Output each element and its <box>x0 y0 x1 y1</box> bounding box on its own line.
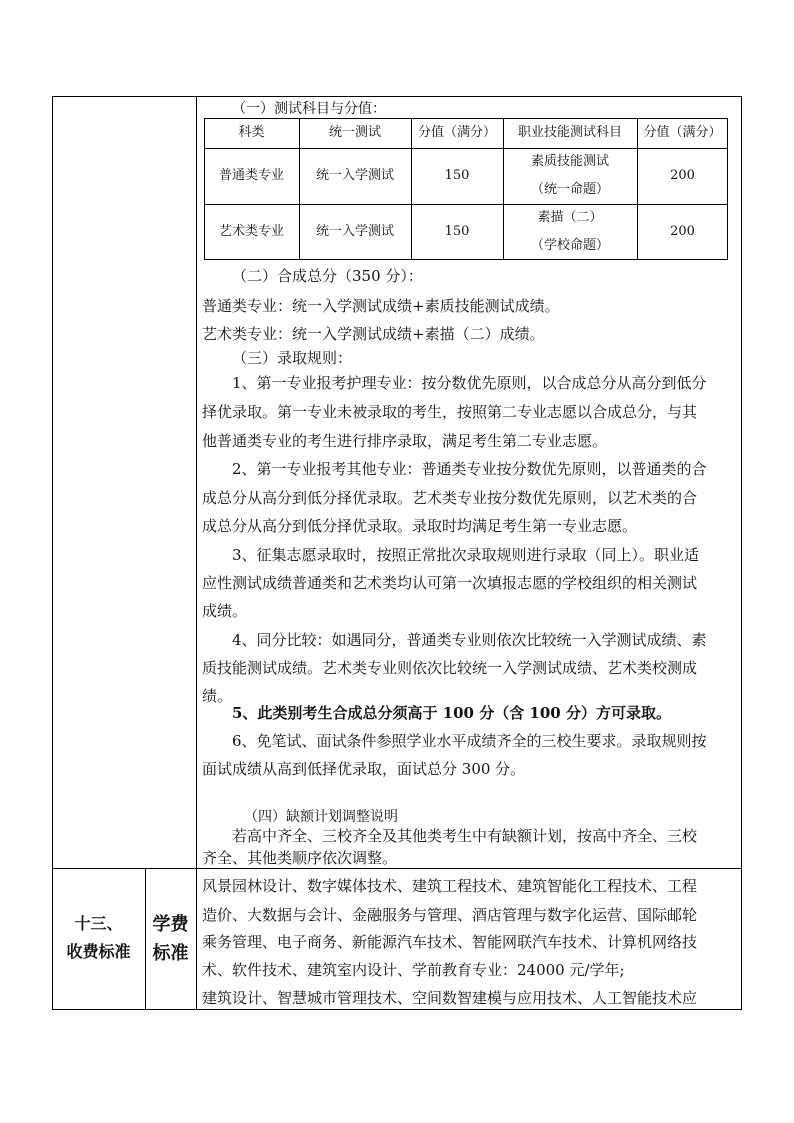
rule-1-line: 择优录取。第一专业未被录取的考生，按照第二专业志愿以合成总分，与其 <box>202 403 698 421</box>
quota-adjust-line: 若高中齐全、三校齐全及其他类考生中有缺额计划，按高中齐全、三校 <box>232 827 698 845</box>
tuition-sub-label-line2: 标准 <box>152 943 189 964</box>
rule-4-line: 质技能测试成绩。艺术类专业则依次比较统一入学测试成绩、艺术类校测成 <box>202 659 698 677</box>
score-table-cell: 普通类专业 <box>218 168 284 183</box>
rule-3-line: 3、征集志愿录取时，按照正常批次录取规则进行录取（同上）。职业适 <box>232 546 700 564</box>
score-table-header: 分值（满分） <box>643 125 722 140</box>
rule-2-line: 成总分从高分到低分择优录取。艺术类专业按分数优先原则，以艺术类的合 <box>202 489 698 507</box>
tuition-sub-label <box>145 910 196 968</box>
rule-2-line: 2、第一专业报考其他专业：普通类专业按分数优先原则，以普通类的合 <box>232 460 707 478</box>
score-table-header: 统一测试 <box>328 125 381 140</box>
row-divider <box>52 868 742 869</box>
rule-6-line: 6、免笔试、面试条件参照学业水平成绩齐全的三校生要求。录取规则按 <box>232 732 707 750</box>
skill-subject-note: （学校命题） <box>530 238 609 253</box>
rule-2-line: 成总分从高分到低分择优录取。录取时均满足考生第一专业志愿。 <box>202 517 638 535</box>
score-table-cell: 统一入学测试 <box>315 168 394 183</box>
rule-1-line: 他普通类专业的考生进行排序录取，满足考生第二专业志愿。 <box>202 432 608 450</box>
skill-subject-line: 素描（二） <box>537 210 603 225</box>
rule-3-line: 应性测试成绩普通类和艺术类均认可第一次填报志愿的学校组织的相关测试 <box>202 574 698 592</box>
tuition-line: 风景园林设计、数字媒体技术、建筑工程技术、建筑智能化工程技术、工程 <box>202 877 698 895</box>
score-table-cell: 150 <box>444 224 470 239</box>
skill-subject-note: （统一命题） <box>530 182 609 197</box>
skill-subject-line: 素质技能测试 <box>530 154 609 169</box>
score-table-header: 职业技能测试科目 <box>517 125 622 140</box>
quota-adjust-line: 齐全、其他类顺序依次调整。 <box>202 849 398 867</box>
tuition-line: 建筑设计、智慧城市管理技术、空间数智建模与应用技术、人工智能技术应 <box>202 989 698 1007</box>
total-score-heading: （二）合成总分（350 分）： <box>232 267 423 285</box>
exam-subjects-heading: （一）测试科目与分值： <box>232 101 386 117</box>
score-table-cell: 200 <box>670 224 695 239</box>
score-table-cell: 统一入学测试 <box>315 224 394 239</box>
section-13-title: 收费标准 <box>66 942 131 961</box>
rule-6-line: 面试成绩从高到低择优录取，面试总分 300 分。 <box>202 760 526 778</box>
admission-rules-heading: （三）录取规则： <box>232 349 353 367</box>
tuition-sub-label-line1: 学费 <box>152 914 189 935</box>
upper-column-divider <box>196 96 197 1010</box>
rule-1-line: 1、第一专业报考护理专业：按分数优先原则，以合成总分从高分到低分 <box>232 374 707 392</box>
rule-4-line: 4、同分比较：如遇同分，普通类专业则依次比较统一入学测试成绩、素 <box>232 631 707 649</box>
tuition-line: 术、软件技术、建筑室内设计、学前教育专业：24000 元/学年; <box>202 961 625 979</box>
score-table-cell: 150 <box>444 168 470 183</box>
tuition-line: 乘务管理、电子商务、新能源汽车技术、智能网联汽车技术、计算机网络技 <box>202 933 698 951</box>
section-13-number: 十三、 <box>74 914 123 933</box>
total-score-general: 普通类专业：统一入学测试成绩+素质技能测试成绩。 <box>202 297 560 315</box>
score-table-cell <box>503 148 637 204</box>
score-table-cell <box>503 204 637 260</box>
rule-4-line: 绩。 <box>202 687 233 705</box>
score-table-cell: 200 <box>670 168 695 183</box>
quota-adjust-heading: （四）缺额计划调整说明 <box>244 809 398 825</box>
score-table-header: 科类 <box>238 125 265 140</box>
score-table-header: 分值（满分） <box>417 125 496 140</box>
total-score-art: 艺术类专业：统一入学测试成绩+素描（二）成绩。 <box>202 325 545 343</box>
section-13-label <box>52 910 145 966</box>
rule-3-line: 成绩。 <box>202 602 248 620</box>
score-table-cell: 艺术类专业 <box>218 224 284 239</box>
tuition-line: 造价、大数据与会计、金融服务与管理、酒店管理与数字化运营、国际邮轮 <box>202 906 698 924</box>
rule-5-line: 5、此类别考生合成总分须高于 100 分（含 100 分）方可录取。 <box>232 704 671 722</box>
